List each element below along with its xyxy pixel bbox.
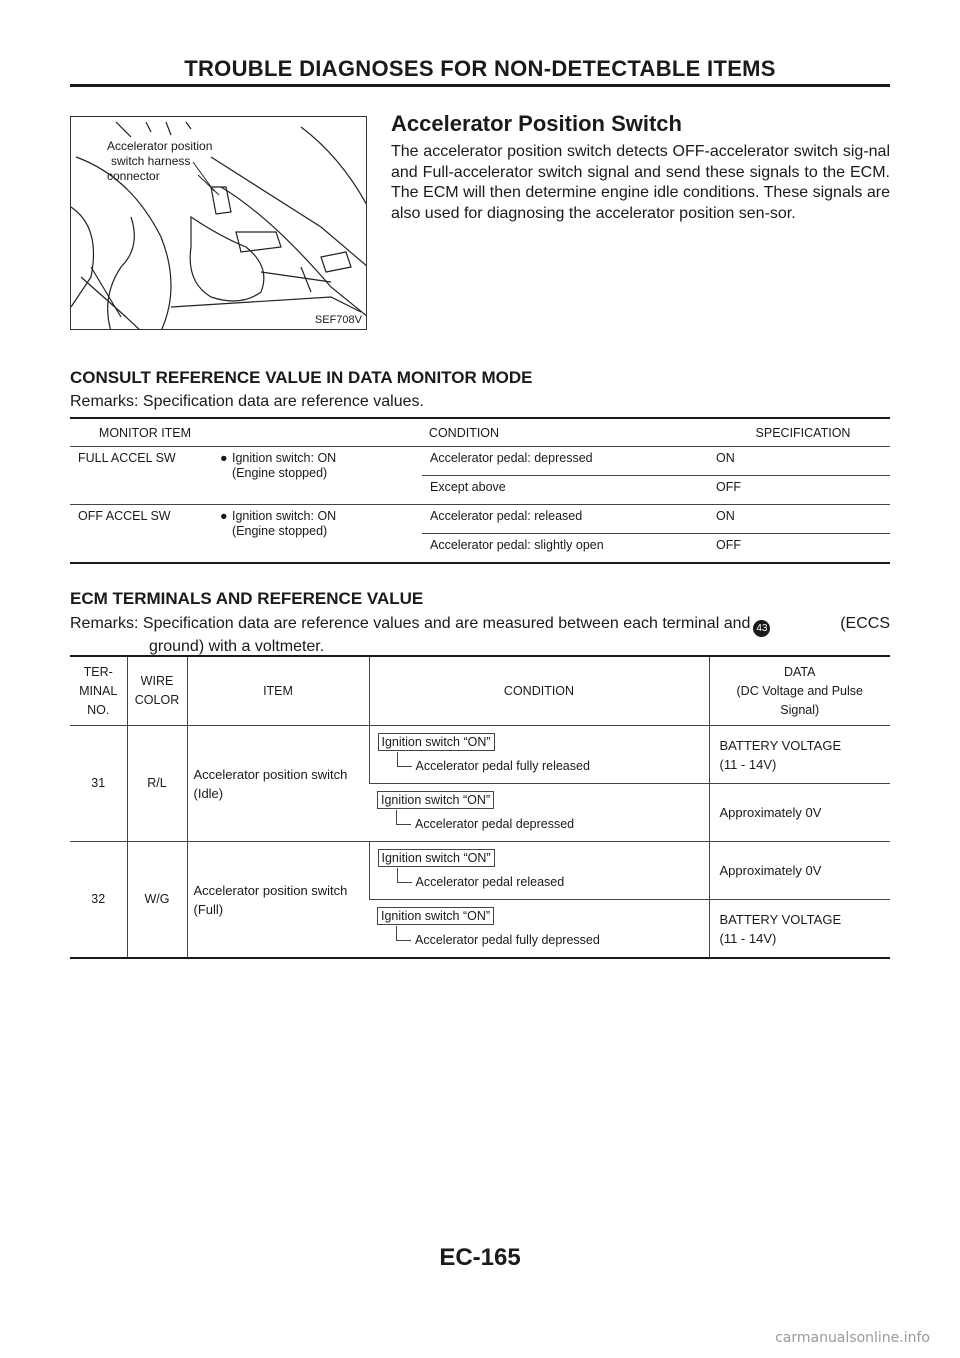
intro-paragraph: The accelerator position switch detects OFF-accelerator switch sig-nal and Full-accelerator switch signal and send these signals to the ECM. The ECM will then determine engine idle conditions. These signals are also used for diagnosing the accelerator position sen-sor. [391, 143, 890, 222]
header-line: NO. [87, 702, 110, 717]
sub-condition: Accelerator pedal: released [422, 505, 708, 534]
column-header: MONITOR ITEM [70, 418, 212, 447]
specification: ON [708, 447, 890, 476]
bullet-icon: ● [220, 509, 228, 523]
terminal-item [187, 842, 369, 959]
monitor-item: FULL ACCEL SW [70, 447, 212, 505]
remarks-text: (ECCS [840, 615, 890, 632]
monitor-condition [212, 505, 422, 564]
data-value [709, 784, 890, 842]
data-line: BATTERY VOLTAGE [719, 737, 842, 753]
specification: OFF [708, 476, 890, 505]
terminal-43-badge: 43 [753, 620, 770, 637]
data-line: Approximately 0V [719, 863, 822, 878]
table-row [70, 505, 890, 534]
page-header-title: TROUBLE DIAGNOSES FOR NON-DETECTABLE ITEMS [184, 56, 776, 81]
table-header-row [70, 418, 890, 447]
specification: OFF [716, 538, 741, 552]
table-row [70, 726, 890, 784]
remarks-text: Remarks: Specification data are reference values and are measured between each terminal and [70, 615, 751, 632]
condition-sub: Accelerator pedal released [378, 874, 709, 890]
header-rule [70, 84, 890, 87]
item-line: Accelerator position switch [193, 766, 348, 782]
terminal-number: 31 [70, 726, 127, 842]
data-line: (11 - 14V) [719, 930, 777, 946]
item-line: (Idle) [193, 785, 224, 801]
page-number: EC-165 [439, 1244, 521, 1271]
ecm-remarks [70, 614, 890, 657]
figure-label-line: connector [107, 169, 160, 183]
condition-cell [369, 784, 709, 842]
figure-label-line: switch harness [111, 154, 191, 168]
wire-color: R/L [127, 726, 187, 842]
column-header-condition: CONDITION [369, 656, 709, 726]
monitor-item: OFF ACCEL SW [78, 509, 171, 523]
column-header: SPECIFICATION [708, 418, 890, 447]
item-line: Accelerator position switch [193, 882, 348, 898]
ecm-heading: ECM TERMINALS AND REFERENCE VALUE [70, 589, 424, 608]
condition-main: Ignition switch “ON” [377, 907, 494, 925]
site-watermark: carmanualsonline.info [775, 1330, 930, 1346]
section-title: Accelerator Position Switch [391, 111, 682, 136]
remarks-text: ground) with a voltmeter. [149, 638, 325, 655]
column-header: CONDITION [212, 418, 708, 447]
figure-callout-label [107, 139, 212, 184]
bullet-icon: ● [220, 451, 228, 465]
specification: ON [708, 505, 890, 534]
header-line: DATA [784, 664, 816, 679]
header-line: WIRE [140, 674, 174, 688]
header-line: (DC Voltage and Pulse [736, 683, 863, 698]
data-line: Approximately 0V [719, 805, 822, 820]
condition-sub: Accelerator pedal fully released [378, 758, 709, 774]
column-header-item: ITEM [187, 656, 369, 726]
condition-cell [369, 900, 709, 959]
data-value [709, 900, 890, 959]
condition-sub: Accelerator pedal fully depressed [377, 932, 709, 948]
data-line: (11 - 14V) [719, 756, 777, 772]
data-line: BATTERY VOLTAGE [719, 911, 842, 927]
condition-line: Ignition switch: ON [232, 509, 337, 523]
condition-cell [369, 726, 709, 784]
item-line: (Full) [193, 901, 224, 917]
column-header-data [709, 656, 890, 726]
figure-label-line: Accelerator position [107, 139, 213, 153]
sub-condition: Accelerator pedal: depressed [422, 447, 708, 476]
condition-cell [369, 842, 709, 900]
condition-main: Ignition switch “ON” [378, 849, 495, 867]
condition-line: Ignition switch: ON [232, 451, 337, 465]
monitor-condition [212, 447, 422, 505]
terminal-item [187, 726, 369, 842]
table-header-row [70, 656, 890, 726]
table-row [70, 447, 890, 476]
ecm-terminals-table [70, 655, 890, 959]
column-header-wire [127, 656, 187, 726]
header-line: MINAL [79, 683, 118, 698]
condition-main: Ignition switch “ON” [378, 733, 495, 751]
terminal-number: 32 [91, 892, 106, 906]
data-value [709, 726, 890, 784]
condition-sub: Accelerator pedal depressed [377, 816, 709, 832]
header-line: Signal) [780, 702, 820, 717]
header-line: TER- [83, 664, 113, 679]
wire-color: W/G [127, 842, 187, 959]
data-value [709, 842, 890, 900]
table-row [70, 842, 890, 900]
condition-line: (Engine stopped) [232, 524, 328, 538]
consult-heading: CONSULT REFERENCE VALUE IN DATA MONITOR MODE [70, 368, 533, 387]
consult-remarks: Remarks: Specification data are reference values. [70, 393, 424, 410]
sub-condition: Accelerator pedal: slightly open [430, 538, 604, 552]
column-header-terminal [70, 656, 127, 726]
condition-line: (Engine stopped) [232, 466, 328, 480]
harness-connector-figure [70, 116, 367, 330]
figure-code: SEF708V [314, 314, 362, 326]
sub-condition: Except above [422, 476, 708, 505]
consult-reference-table [70, 417, 890, 564]
header-line: COLOR [134, 693, 180, 707]
condition-main: Ignition switch “ON” [377, 791, 494, 809]
